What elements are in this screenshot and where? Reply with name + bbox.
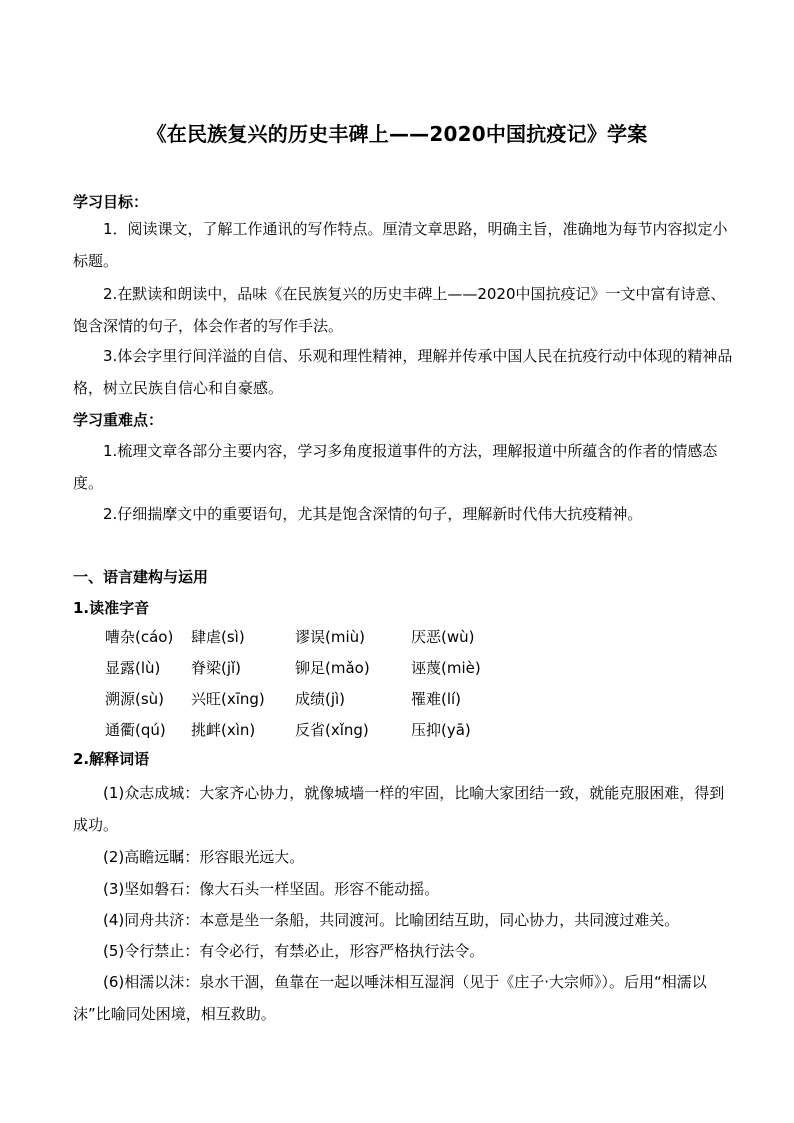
vocab-item: 兴旺(xīng) bbox=[191, 690, 265, 708]
pronunciation-table bbox=[105, 622, 665, 746]
vocab-item: 溯源(sù) bbox=[105, 690, 165, 708]
objectives-heading: 学习目标： bbox=[73, 193, 149, 211]
section-heading: 一、语言建构与运用 bbox=[73, 568, 209, 586]
objective-item: 2.在默读和朗读中，品味《在民族复兴的历史丰碑上——2020中国抗疫记》一文中富有诗意、饱含深情的句子，体会作者的写作手法。 bbox=[73, 285, 726, 335]
page-title: 《在民族复兴的历史丰碑上——2020中国抗疫记》学案 bbox=[146, 122, 648, 146]
vocab-item: 压抑(yā) bbox=[411, 721, 471, 739]
definition-item: (3)坚如磐石：像大石头一样坚固。形容不能动摇。 bbox=[103, 880, 440, 898]
vocab-item: 显露(lù) bbox=[105, 659, 161, 677]
key-point-item: 2.仔细揣摩文中的重要语句，尤其是饱含深情的句子，理解新时代伟大抗疫精神。 bbox=[103, 505, 643, 523]
vocab-item: 脊梁(jǐ) bbox=[191, 659, 242, 677]
objective-item: 1．阅读课文，了解工作通讯的写作特点。厘清文章思路，明确主旨，准确地为每节内容拟定小标题。 bbox=[73, 220, 728, 270]
vocab-item: 罹难(lí) bbox=[411, 690, 462, 708]
vocab-row bbox=[105, 653, 665, 684]
vocab-item: 嘈杂(cáo) bbox=[105, 628, 174, 646]
definition-item: (5)令行禁止：有令必行，有禁必止，形容严格执行法令。 bbox=[103, 942, 485, 960]
definitions-heading: 2.解释词语 bbox=[73, 750, 150, 768]
vocab-item: 挑衅(xìn) bbox=[191, 721, 256, 739]
vocab-item: 诬蔑(miè) bbox=[411, 659, 481, 677]
definition-item: (6)相濡以沫：泉水干涸，鱼靠在一起以唾沫相互湿润（见于《庄子·大宗师》）。后用“相濡以沫”比喻同处困境，相互救助。 bbox=[73, 973, 707, 1023]
vocab-item: 成绩(jì) bbox=[295, 690, 346, 708]
vocab-item: 铆足(mǎo) bbox=[295, 659, 370, 677]
key-points-heading: 学习重难点： bbox=[73, 411, 164, 429]
vocab-row bbox=[105, 715, 665, 746]
definition-item: (2)高瞻远瞩：形容眼光远大。 bbox=[103, 848, 305, 866]
definition-item: (4)同舟共济：本意是坐一条船，共同渡河。比喻团结互助，同心协力，共同渡过难关。 bbox=[103, 911, 680, 929]
vocab-item: 肆虐(sì) bbox=[191, 628, 245, 646]
vocab-row bbox=[105, 684, 665, 715]
vocab-item: 谬误(miù) bbox=[295, 628, 365, 646]
pronunciation-heading: 1.读准字音 bbox=[73, 599, 150, 617]
vocab-item: 反省(xǐng) bbox=[295, 721, 369, 739]
objective-item: 3.体会字里行间洋溢的自信、乐观和理性精神，理解并传承中国人民在抗疫行动中体现的精神品格，树立民族自信心和自豪感。 bbox=[73, 347, 733, 397]
vocab-row bbox=[105, 622, 665, 653]
vocab-item: 厌恶(wù) bbox=[411, 628, 475, 646]
vocab-item: 通衢(qú) bbox=[105, 721, 166, 739]
key-point-item: 1.梳理文章各部分主要内容，学习多角度报道事件的方法，理解报道中所蕴含的作者的情感态度。 bbox=[73, 442, 718, 492]
definition-item: (1)众志成城：大家齐心协力，就像城墙一样的牢固，比喻大家团结一致，就能克服困难，得到成功。 bbox=[73, 784, 725, 834]
